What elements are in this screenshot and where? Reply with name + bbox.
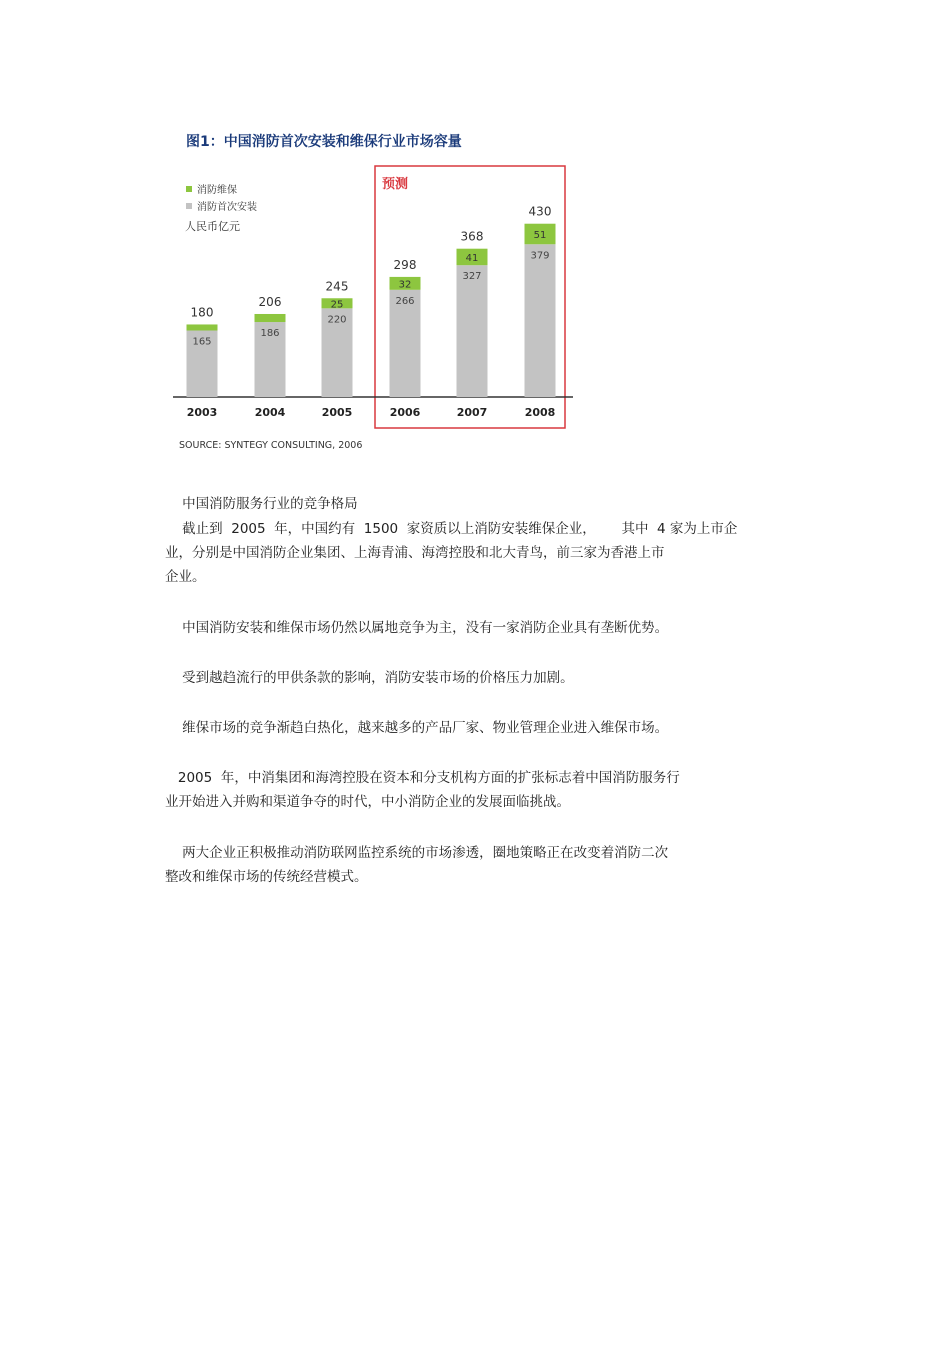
bar-install-2007 [457,265,488,397]
forecast-label: 预测 [382,177,409,192]
p4-line-1: 维保市场的竞争渐趋白热化，越来越多的产品厂家、物业管理企业进入维保市场。 [165,720,669,736]
bar-install-2008 [525,244,556,397]
label-total-2006: 298 [393,257,417,272]
bar-maintenance-2003 [187,324,218,330]
legend-swatch-install [186,203,192,209]
p6-line-2: 整改和维保市场的传统经营模式。 [165,869,368,885]
label-total-2008: 430 [528,204,552,219]
label-total-2003: 180 [190,305,214,320]
p2-line-1: 中国消防安装和维保市场仍然以属地竞争为主，没有一家消防企业具有垄断优势。 [165,620,669,636]
market-size-chart [165,126,580,458]
paragraph-3 [165,666,785,690]
label-maintenance-2005: 25 [330,299,344,311]
x-tick-2004: 2004 [254,406,286,419]
section-heading [165,492,785,516]
p1-line-3: 企业。 [165,569,206,585]
bars-group [187,205,556,419]
unit-label: 人民币亿元 [185,220,240,233]
legend-label-install: 消防首次安装 [197,202,257,213]
label-maintenance-2007: 41 [465,252,479,264]
heading-text: 中国消防服务行业的竞争格局 [182,496,358,512]
x-tick-2008: 2008 [524,406,556,419]
label-install-2004: 186 [260,328,280,340]
paragraph-6 [165,841,785,889]
chart-title: 图1：中国消防首次安装和维保行业市场容量 [186,134,462,150]
paragraph-2 [165,616,785,640]
label-install-2005: 220 [327,314,347,326]
p3-line-1: 受到越趋流行的甲供条款的影响，消防安装市场的价格压力加剧。 [165,670,574,686]
x-tick-2005: 2005 [321,406,353,419]
label-install-2008: 379 [530,250,550,262]
p1-line-1: 截止到 2005 年，中国约有 1500 家资质以上消防安装维保企业， 其中 4 家为上市企 [165,521,738,537]
p5-line-2: 业开始进入并购和渠道争夺的时代，中小消防企业的发展面临挑战。 [165,794,570,810]
label-install-2003: 165 [192,336,212,348]
source-note: SOURCE: SYNTEGY CONSULTING, 2006 [179,440,363,451]
x-tick-2007: 2007 [456,406,488,419]
legend-swatch-maintenance [186,186,192,192]
label-maintenance-2008: 51 [533,229,547,241]
label-install-2007: 327 [462,271,482,283]
paragraph-5 [165,766,785,814]
heading-line [165,492,785,516]
legend-label-maintenance: 消防维保 [197,185,237,196]
label-total-2005: 245 [325,279,349,294]
paragraph-4 [165,716,785,740]
p1-line-2: 业，分别是中国消防企业集团、上海青浦、海湾控股和北大青鸟，前三家为香港上市 [165,545,665,561]
x-tick-2003: 2003 [186,406,218,419]
x-tick-2006: 2006 [389,406,421,419]
label-maintenance-2006: 32 [398,279,412,291]
label-install-2006: 266 [395,295,415,307]
label-total-2007: 368 [460,229,484,244]
p5-line-1: 2005 年，中消集团和海湾控股在资本和分支机构方面的扩张标志着中国消防服务行 [165,770,680,786]
paragraph-1 [165,517,785,589]
bar-maintenance-2004 [255,314,286,322]
p6-line-1: 两大企业正积极推动消防联网监控系统的市场渗透，圈地策略正在改变着消防二次 [165,845,669,861]
chart-svg [165,126,580,458]
label-total-2004: 206 [258,294,282,309]
